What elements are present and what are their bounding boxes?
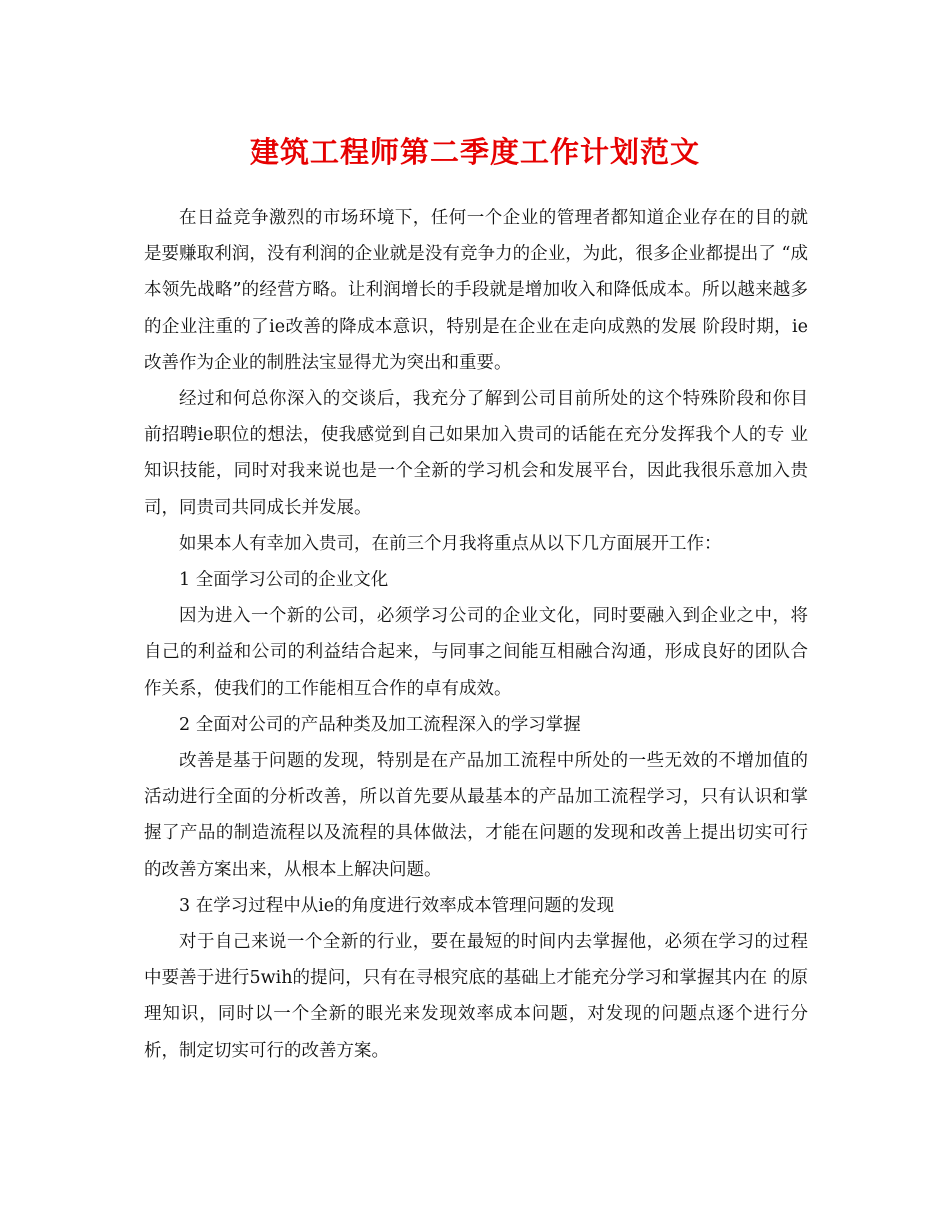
heading-item-1: 1 全面学习公司的企业文化	[179, 570, 389, 591]
heading-item-2: 2 全面对公司的产品种类及加工流程深入的学习掌握	[179, 714, 581, 735]
paragraph-item-3: 对于自己来说一个全新的行业，要在最短的时间内去掌握他，必须在学习的过程中要善于进行5wih的提问，只有在寻根究底的基础上才能充分学习和掌握其内在 的原理知识，同时以一个全新的眼光来发现效率成本问题，对发现的问题点逐个进行分析，制定切实可行的改善方案。	[144, 932, 808, 1061]
paragraph-item-1: 因为进入一个新的公司，必须学习公司的企业文化，同时要融入到企业之中，将自己的利益和公司的利益结合起来，与同事之间能互相融合沟通，形成良好的团队合 作关系，使我们的工作能相互合作的卓有成效。	[144, 606, 808, 699]
paragraph-intro: 在日益竞争激烈的市场环境下，任何一个企业的管理者都知道企业存在的目的就是要赚取利润，没有利润的企业就是没有竞争力的企业，为此，很多企业都提出了 “成本领先战略”的经营方略。让利润增长的手段就是增加收入和降低成本。所以越来越多的企业注重的了ie改善的降成本意识，特别是在企业在走向成熟的发展 阶段时期，ie改善作为企业的制胜法宝显得尤为突出和重要。	[144, 208, 808, 373]
paragraph-motivation: 经过和何总你深入的交谈后，我充分了解到公司目前所处的这个特殊阶段和你目前招聘ie职位的想法，使我感觉到自己如果加入贵司的话能在充分发挥我个人的专 业知识技能，同时对我来说也是一个全新的学习机会和发展平台，因此我很乐意加入贵司，同贵司共同成长并发展。	[144, 389, 808, 518]
paragraph-item-2: 改善是基于问题的发现，特别是在产品加工流程中所处的一些无效的不增加值的活动进行全面的分析改善，所以首先要从最基本的产品加工流程学习，只有认识和掌 握了产品的制造流程以及流程的具体做法，才能在问题的发现和改善上提出切实可行的改善方案出来，从根本上解决问题。	[144, 751, 808, 880]
paragraph-plan-intro: 如果本人有幸加入贵司，在前三个月我将重点从以下几方面展开工作：	[179, 533, 722, 554]
document-body	[144, 200, 808, 1069]
heading-item-3: 3 在学习过程中从ie的角度进行效率成本管理问题的发现	[179, 895, 615, 916]
document-title: 建筑工程师第二季度工作计划范文	[249, 135, 700, 169]
